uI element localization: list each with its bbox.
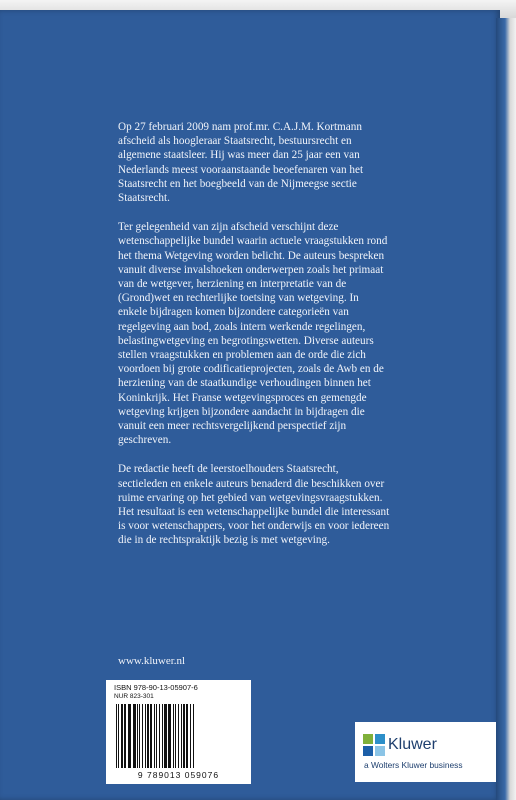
barcode-bar xyxy=(159,704,160,768)
barcode-bar xyxy=(150,704,152,768)
barcode-bar xyxy=(154,704,155,768)
barcode-icon xyxy=(114,704,243,768)
barcode-bar xyxy=(118,704,119,768)
barcode-bar xyxy=(162,704,163,768)
barcode-bar xyxy=(186,704,188,768)
barcode-bar xyxy=(183,704,185,768)
blurb-paragraph-2: Ter gelegenheid van zijn afscheid verschijnt deze wetenschappelijke bundel waarin actuele vraagstukken rond het thema Wetgeving worden belicht. De auteurs bespreken vanuit diverse invalshoeken onderwerpen zoals het primaat van de wetgever, herziening en interpretatie van de (Grond)wet en rechterlijke toetsing van wetgeving. In enkele bijdragen komen bijzondere categorieën van regelgeving aan bod, zoals intern werkende regelingen, belastingwetgeving en begrotingswetten. Diverse auteurs stellen vraagstukken en problemen aan de orde die zich voordoen bij grote codificatieprojecten, zoals de Awb en de herziening van de staatkundige verhoudingen binnen het Koninkrijk. Het Franse wetgevingsproces en gemengde wetgeving krijgen bijzondere aandacht in bijdragen die vanuit een meer rechtsvergelijkend perspectief zijn geschreven. xyxy=(118,221,388,447)
barcode-bar xyxy=(168,704,171,768)
barcode-bar xyxy=(190,704,191,768)
barcode-bar xyxy=(164,704,167,768)
barcode-bar xyxy=(137,704,138,768)
blurb-paragraph-1: Op 27 februari 2009 nam prof.mr. C.A.J.M. Kortmann afscheid als hoogleraar Staatsrecht, bestuursrecht en algemene staatsleer. Hij was meer dan 25 jaar een van Nederlands meest vooraanstaande beoefenaren van het Staatsrecht en het boegbeeld van de Nijmeegse sectie Staatsrecht. xyxy=(118,121,364,205)
barcode-bar xyxy=(142,704,143,768)
barcode-bar xyxy=(193,704,194,768)
barcode-bar xyxy=(116,704,117,768)
barcode-bar xyxy=(124,704,126,768)
nur-code: NUR 823-301 xyxy=(114,693,154,700)
publisher-tagline: a Wolters Kluwer business xyxy=(364,760,463,770)
publisher-website: www.kluwer.nl xyxy=(118,655,186,667)
blurb-paragraph-3: De redactie heeft de leerstoelhouders Staatsrecht, sectieleden en enkele auteurs benaderd die beschikken over ruime ervaring op het gebied van wetgevingsvraagstukken. Het resultaat is een wetenschappelijke bundel die interessant is voor wetenschappers, voor het onderwijs en voor iedereen die in de rechtspraktijk bezig is met wetgeving. xyxy=(118,463,390,547)
blurb-text xyxy=(118,120,390,563)
barcode-bar xyxy=(181,704,182,768)
publisher-brand: Kluwer xyxy=(388,736,437,753)
barcode-bar xyxy=(175,704,176,768)
isbn-number: ISBN 978-90-13-05907-6 xyxy=(114,683,198,692)
barcode-bar xyxy=(121,704,123,768)
publisher-logo-panel xyxy=(355,722,496,782)
book-spine-edge xyxy=(496,18,516,800)
barcode-bar xyxy=(173,704,174,768)
barcode-label xyxy=(106,680,251,784)
barcode-bar xyxy=(133,704,136,768)
barcode-bar xyxy=(156,704,157,768)
barcode-bar xyxy=(147,704,149,768)
barcode-bar xyxy=(178,704,179,768)
barcode-bar xyxy=(139,704,140,768)
ean-digits: 9 789013 059076 xyxy=(137,770,220,780)
kluwer-logo-icon xyxy=(363,734,385,756)
barcode-bar xyxy=(145,704,146,768)
barcode-bar xyxy=(128,704,131,768)
